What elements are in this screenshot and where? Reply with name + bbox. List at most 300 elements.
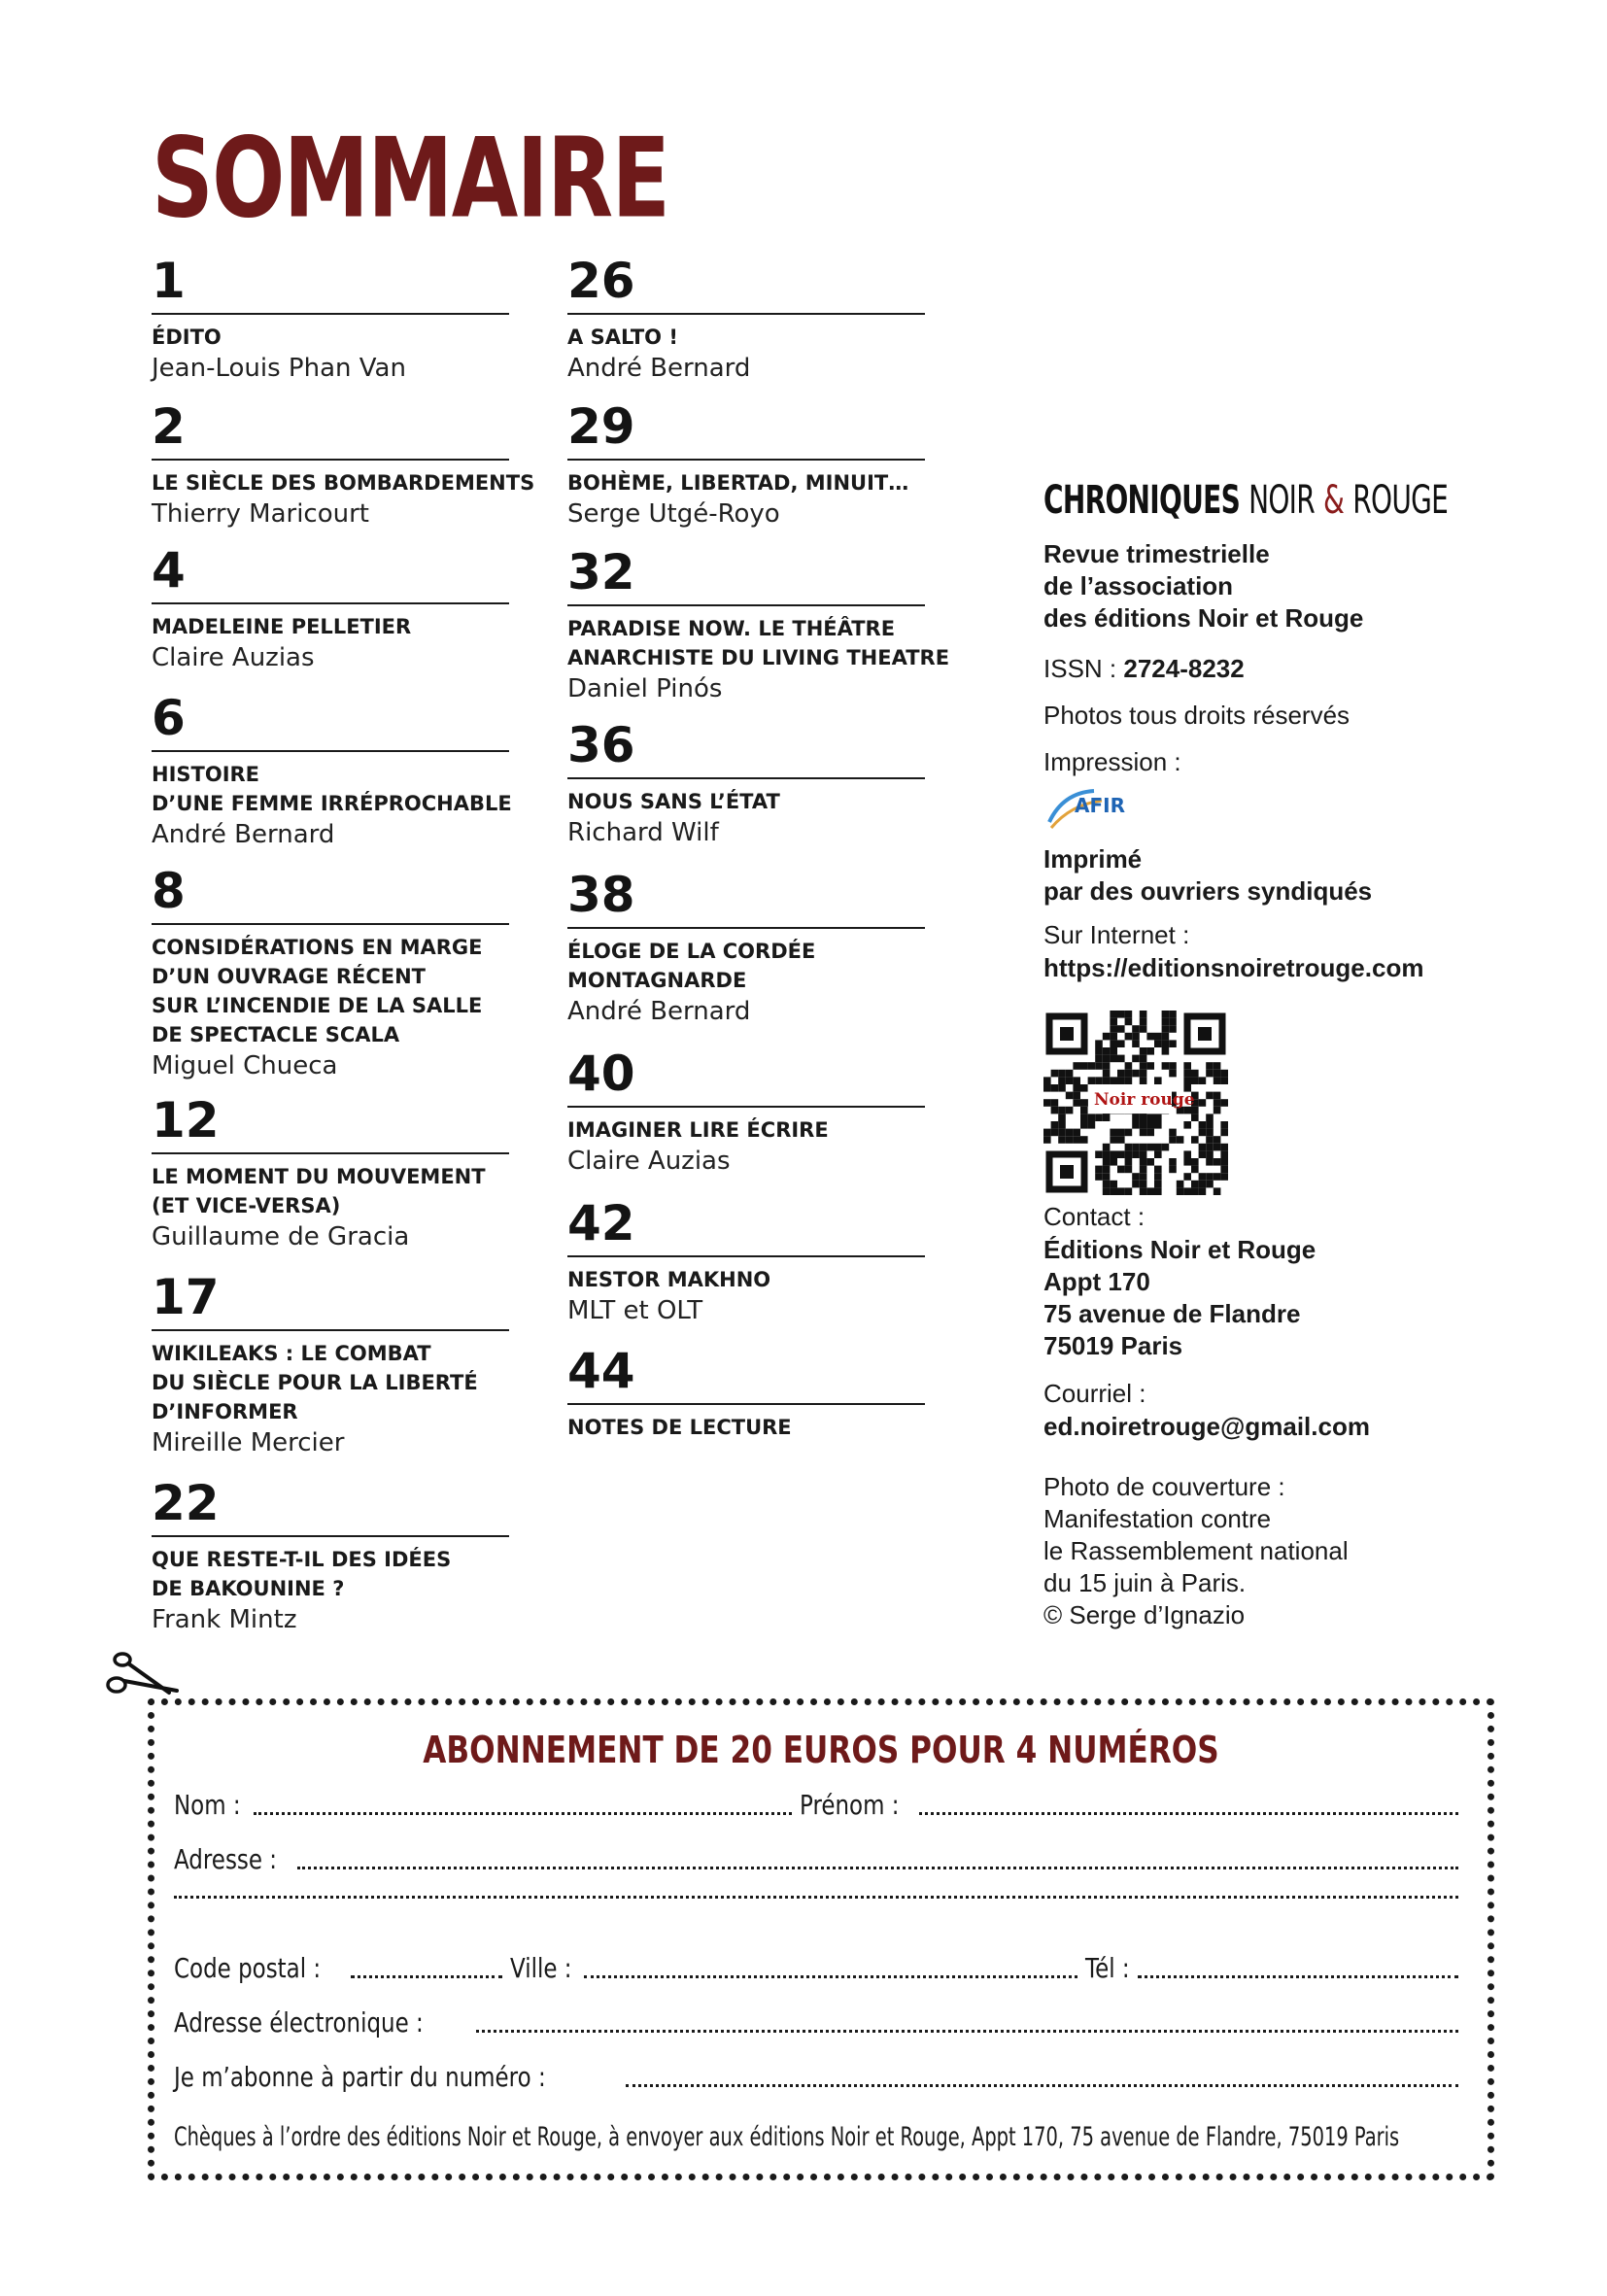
qr-module [1214, 1144, 1221, 1151]
qr-module [1214, 1107, 1221, 1114]
qr-module [1080, 1136, 1088, 1144]
qr-module [1140, 1166, 1147, 1174]
qr-module [1214, 1077, 1221, 1084]
qr-module [1220, 1121, 1228, 1129]
cover-credit-line: Photo de couverture : [1043, 1472, 1285, 1501]
qr-module [1162, 1144, 1170, 1151]
page-number: 6 [152, 690, 509, 752]
toc-entry[interactable] [567, 398, 925, 531]
qr-module [1154, 1144, 1162, 1151]
qr-module [1043, 1077, 1051, 1084]
qr-module [1206, 1092, 1214, 1100]
address-line: 75 avenue de Flandre [1043, 1299, 1301, 1328]
issn-value: 2724-8232 [1123, 654, 1245, 683]
toc-entry[interactable] [567, 1195, 925, 1327]
qr-module [1117, 1055, 1125, 1063]
qr-module [1169, 1025, 1177, 1033]
qr-module [1140, 1129, 1147, 1137]
qr-module [1066, 1077, 1074, 1084]
qr-module [1199, 1181, 1207, 1188]
qr-module [1199, 1077, 1207, 1084]
qr-module [1183, 1121, 1191, 1129]
qr-module [1206, 1136, 1214, 1144]
article-title: LE SIÈCLE DES BOMBARDEMENTS [152, 471, 535, 495]
qr-module [1191, 1114, 1199, 1121]
qr-module [1162, 1018, 1170, 1026]
ville-field[interactable] [584, 1975, 1078, 1978]
qr-module [1191, 1077, 1199, 1084]
qr-module [1073, 1077, 1080, 1084]
qr-module [1132, 1070, 1140, 1078]
brand-word-noir: NOIR [1248, 478, 1315, 523]
qr-module [1132, 1055, 1140, 1063]
cover-credit-line: le Rassemblement national [1043, 1536, 1349, 1565]
qr-module [1058, 1121, 1066, 1129]
qr-module [1146, 1062, 1154, 1070]
qr-module [1125, 1158, 1133, 1166]
qr-module [1154, 1033, 1162, 1041]
qr-module [1169, 1166, 1177, 1174]
qr-module [1214, 1070, 1221, 1078]
qr-module [1103, 1150, 1111, 1158]
toc-entry[interactable] [152, 1475, 509, 1636]
toc-entry[interactable] [567, 253, 925, 385]
toc-entry[interactable] [567, 867, 925, 1028]
afir-logo [1043, 783, 1150, 841]
qr-module [1177, 1187, 1184, 1195]
qr-module [1080, 1121, 1088, 1129]
qr-module [1132, 1025, 1140, 1033]
article-title: IMAGINER LIRE ÉCRIRE [567, 1118, 829, 1142]
page-number: 29 [567, 398, 925, 461]
qr-module [1058, 1129, 1066, 1137]
qr-module [1080, 1084, 1088, 1092]
qr-module [1154, 1187, 1162, 1195]
qr-module [1177, 1136, 1184, 1144]
qr-module [1103, 1033, 1111, 1041]
qr-module [1162, 1062, 1170, 1070]
qr-module [1140, 1158, 1147, 1166]
toc-entry[interactable] [152, 253, 509, 385]
qr-module [1110, 1129, 1117, 1137]
adresse-field[interactable] [297, 1867, 1458, 1869]
qr-module [1058, 1107, 1066, 1114]
article-author: Claire Auzias [567, 1147, 731, 1176]
qr-module [1110, 1136, 1117, 1144]
qr-module [1199, 1144, 1207, 1151]
toc-entry[interactable] [152, 1269, 509, 1459]
qr-module [1066, 1092, 1074, 1100]
qr-module [1132, 1181, 1140, 1188]
article-title: BOHÈME, LIBERTAD, MINUIT… [567, 471, 909, 495]
qr-module [1051, 1099, 1059, 1107]
qr-module [1214, 1092, 1221, 1100]
qr-module [1043, 1136, 1051, 1144]
imprime-syndique [1043, 843, 1471, 908]
brand-word-chroniques: CHRONIQUES [1043, 478, 1241, 523]
qr-module [1214, 1173, 1221, 1181]
qr-module [1095, 1062, 1103, 1070]
qr-module [1058, 1136, 1066, 1144]
nom-field[interactable] [254, 1812, 793, 1815]
qr-module [1146, 1187, 1154, 1195]
qr-module [1073, 1136, 1080, 1144]
qr-module [1146, 1121, 1154, 1129]
qr-module [1206, 1129, 1214, 1137]
qr-module [1199, 1129, 1207, 1137]
qr-module [1206, 1144, 1214, 1151]
article-title: MADELEINE PELLETIER [152, 615, 412, 638]
revue-line: Revue trimestrielle [1043, 539, 1270, 568]
cover-credit-line: du 15 juin à Paris. [1043, 1568, 1247, 1597]
article-title: NOTES DE LECTURE [567, 1416, 792, 1439]
qr-module [1125, 1166, 1133, 1174]
qr-module [1095, 1040, 1103, 1047]
article-author: Frank Mintz [152, 1605, 297, 1634]
tel-field[interactable] [1138, 1975, 1458, 1978]
qr-module [1088, 1062, 1096, 1070]
city-row [174, 1952, 1466, 1984]
toc-entry[interactable] [152, 1092, 509, 1253]
issue-row [174, 2061, 1466, 2093]
qr-module [1066, 1129, 1074, 1137]
qr-module [1140, 1187, 1147, 1195]
qr-module [1154, 1166, 1162, 1174]
qr-module [1214, 1187, 1221, 1195]
qr-module [1140, 1011, 1147, 1018]
qr-module [1110, 1047, 1117, 1055]
qr-module [1169, 1018, 1177, 1026]
qr-module [1051, 1107, 1059, 1114]
qr-module [1140, 1114, 1147, 1121]
qr-module [1132, 1114, 1140, 1121]
courriel-label: Courriel : [1043, 1379, 1146, 1408]
qr-module [1214, 1062, 1221, 1070]
qr-module [1125, 1018, 1133, 1026]
qr-module [1191, 1166, 1199, 1174]
qr-module [1140, 1018, 1147, 1026]
article-author: Mireille Mercier [152, 1428, 345, 1457]
qr-module [1073, 1084, 1080, 1092]
qr-module [1206, 1181, 1214, 1188]
article-author: Richard Wilf [567, 818, 719, 847]
qr-module [1146, 1158, 1154, 1166]
qr-module [1146, 1033, 1154, 1041]
qr-module [1110, 1077, 1117, 1084]
qr-module [1117, 1011, 1125, 1018]
qr-module [1117, 1077, 1125, 1084]
toc-entry[interactable] [567, 544, 950, 705]
qr-module [1146, 1047, 1154, 1055]
qr-module [1146, 1144, 1154, 1151]
toc-entry[interactable] [152, 398, 535, 531]
qr-module [1206, 1070, 1214, 1078]
article-author: Claire Auzias [152, 643, 315, 672]
qr-module [1103, 1166, 1111, 1174]
qr-module [1103, 1062, 1111, 1070]
qr-module [1183, 1173, 1191, 1181]
page-number: 2 [152, 398, 509, 461]
qr-module [1199, 1121, 1207, 1129]
numero-field[interactable] [626, 2084, 1458, 2087]
qr-module [1043, 1084, 1051, 1092]
qr-module [1191, 1187, 1199, 1195]
qr-code[interactable] [1043, 1011, 1228, 1195]
qr-module [1066, 1107, 1074, 1114]
qr-module [1199, 1173, 1207, 1181]
qr-module [1146, 1129, 1154, 1137]
qr-module [1206, 1173, 1214, 1181]
payment-instructions: Chèques à l’ordre des éditions Noir et Rouge, à envoyer aux éditions Noir et Rouge, Appt 170, 75 avenue de Flandre, 75019 Paris [174, 2122, 1400, 2152]
toc-entry[interactable] [152, 690, 512, 851]
qr-module [1125, 1077, 1133, 1084]
qr-module [1132, 1144, 1140, 1151]
qr-module [1088, 1114, 1096, 1121]
qr-module [1199, 1150, 1207, 1158]
qr-module [1154, 1040, 1162, 1047]
qr-module [1051, 1121, 1059, 1129]
qr-module [1220, 1158, 1228, 1166]
qr-module [1191, 1181, 1199, 1188]
article-title: A SALTO ! [567, 326, 678, 349]
qr-module [1103, 1047, 1111, 1055]
qr-module [1080, 1107, 1088, 1114]
scissors-icon [105, 1642, 181, 1702]
qr-module [1066, 1070, 1074, 1078]
svg-text:Noir rouge: Noir rouge [1094, 1090, 1195, 1110]
qr-module [1191, 1070, 1199, 1078]
photos-rights: Photos tous droits réservés [1043, 701, 1351, 730]
qr-module [1140, 1047, 1147, 1055]
cover-credit-line: © Serge d’Ignazio [1043, 1600, 1246, 1629]
address-line: Appt 170 [1043, 1267, 1150, 1296]
qr-module [1183, 1150, 1191, 1158]
revue-description [1043, 538, 1471, 634]
article-title: HISTOIRE D’UNE FEMME IRRÉPROCHABLE [152, 763, 512, 815]
qr-module [1066, 1136, 1074, 1144]
qr-module [1103, 1070, 1111, 1078]
page-number: 42 [567, 1195, 925, 1257]
coupon-title: ABONNEMENT DE 20 EUROS POUR 4 NUMÉROS [423, 1729, 1219, 1771]
toc-entry[interactable] [152, 863, 509, 1082]
qr-module [1140, 1025, 1147, 1033]
qr-module [1146, 1114, 1154, 1121]
page-title: SOMMAIRE [152, 115, 669, 243]
qr-module [1110, 1011, 1117, 1018]
qr-module [1058, 1070, 1066, 1078]
qr-module [1103, 1055, 1111, 1063]
toc-entry[interactable] [567, 1045, 925, 1178]
qr-module [1169, 1129, 1177, 1137]
qr-module [1073, 1129, 1080, 1137]
qr-module [1140, 1144, 1147, 1151]
qr-module [1206, 1114, 1214, 1121]
address-line: 75019 Paris [1043, 1331, 1183, 1360]
qr-module [1058, 1084, 1066, 1092]
qr-module [1140, 1173, 1147, 1181]
imprime-line: Imprimé [1043, 844, 1143, 874]
qr-module [1095, 1114, 1103, 1121]
article-title: QUE RESTE-T-IL DES IDÉES DE BAKOUNINE ? [152, 1548, 452, 1600]
qr-module [1117, 1187, 1125, 1195]
publication-logo-title [1043, 478, 1448, 523]
qr-module [1162, 1011, 1170, 1018]
address-row-2 [174, 1896, 1466, 1904]
qr-module [1140, 1055, 1147, 1063]
qr-module [1125, 1129, 1133, 1137]
page-number: 17 [152, 1269, 509, 1331]
qr-module [1095, 1077, 1103, 1084]
qr-module [1177, 1181, 1184, 1188]
qr-module [1191, 1158, 1199, 1166]
qr-module [1183, 1158, 1191, 1166]
qr-module [1080, 1099, 1088, 1107]
contact-label: Contact : [1043, 1202, 1145, 1231]
article-title: PARADISE NOW. LE THÉÂTRE ANARCHISTE DU LIVING THEATRE [567, 617, 950, 669]
article-title: ÉDITO [152, 326, 222, 349]
toc-entry[interactable] [567, 1343, 925, 1442]
qr-module [1125, 1062, 1133, 1070]
article-author: André Bernard [567, 997, 751, 1026]
qr-module [1117, 1040, 1125, 1047]
qr-module [1220, 1099, 1228, 1107]
article-title: WIKILEAKS : LE COMBAT DU SIÈCLE POUR LA LIBERTÉ D’INFORMER [152, 1342, 478, 1423]
qr-module [1169, 1062, 1177, 1070]
qr-module [1103, 1187, 1111, 1195]
svg-text:AFIR: AFIR [1075, 794, 1125, 817]
qr-module [1125, 1187, 1133, 1195]
qr-module [1154, 1121, 1162, 1129]
code-postal-field[interactable] [351, 1975, 502, 1978]
qr-module [1095, 1047, 1103, 1055]
qr-module [1162, 1040, 1170, 1047]
page-number: 40 [567, 1045, 925, 1108]
qr-module [1110, 1181, 1117, 1188]
qr-module [1214, 1158, 1221, 1166]
qr-module [1140, 1121, 1147, 1129]
qr-module [1154, 1150, 1162, 1158]
article-author: MLT et OLT [567, 1296, 703, 1325]
address-line: Éditions Noir et Rouge [1043, 1235, 1316, 1264]
qr-module [1214, 1099, 1221, 1107]
qr-module [1051, 1129, 1059, 1137]
qr-module [1206, 1158, 1214, 1166]
name-row [174, 1789, 1466, 1821]
qr-module [1154, 1181, 1162, 1188]
qr-module [1103, 1158, 1111, 1166]
qr-module [1199, 1187, 1207, 1195]
page-number: 22 [152, 1475, 509, 1537]
qr-module [1132, 1173, 1140, 1181]
qr-module [1110, 1150, 1117, 1158]
qr-module [1132, 1040, 1140, 1047]
cover-credit [1043, 1471, 1471, 1631]
qr-module [1154, 1173, 1162, 1181]
article-author: Jean-Louis Phan Van [152, 354, 406, 383]
qr-module [1220, 1070, 1228, 1078]
qr-module [1191, 1136, 1199, 1144]
qr-module [1125, 1144, 1133, 1151]
article-author: Guillaume de Gracia [152, 1222, 410, 1251]
email-label: Adresse électronique : [174, 2006, 424, 2039]
qr-module [1140, 1150, 1147, 1158]
qr-module [1073, 1062, 1080, 1070]
article-author: André Bernard [152, 820, 335, 849]
issn [1043, 653, 1471, 685]
email-field[interactable] [476, 2030, 1458, 2033]
email-link[interactable]: ed.noiretrouge@gmail.com [1043, 1412, 1370, 1441]
page-number: 44 [567, 1343, 925, 1405]
article-title: ÉLOGE DE LA CORDÉE MONTAGNARDE [567, 940, 816, 992]
qr-module [1220, 1077, 1228, 1084]
page-number: 32 [567, 544, 925, 606]
qr-module [1220, 1150, 1228, 1158]
qr-module [1117, 1070, 1125, 1078]
toc-entry[interactable] [567, 717, 925, 849]
article-title: CONSIDÉRATIONS EN MARGE D’UN OUVRAGE RÉCENT SUR L’INCENDIE DE LA SALLE DE SPECTACLE SCALA [152, 936, 483, 1046]
qr-module [1199, 1099, 1207, 1107]
qr-module [1117, 1136, 1125, 1144]
page-number: 38 [567, 867, 925, 929]
qr-module [1162, 1025, 1170, 1033]
qr-module [1088, 1121, 1096, 1129]
page-number: 1 [152, 253, 509, 315]
qr-module [1110, 1033, 1117, 1041]
qr-code-graphic [1043, 1011, 1228, 1195]
qr-module [1103, 1144, 1111, 1151]
qr-module [1117, 1150, 1125, 1158]
adresse-label: Adresse : [174, 1843, 278, 1875]
qr-module [1110, 1018, 1117, 1026]
qr-module [1058, 1114, 1066, 1121]
qr-module [1183, 1077, 1191, 1084]
qr-module [1110, 1187, 1117, 1195]
ville-label: Ville : [510, 1952, 572, 1984]
qr-module [1058, 1077, 1066, 1084]
qr-module [1103, 1173, 1111, 1181]
article-author: André Bernard [567, 354, 751, 383]
numero-label: Je m’abonne à partir du numéro : [174, 2061, 546, 2093]
qr-module [1206, 1062, 1214, 1070]
qr-module [1095, 1150, 1103, 1158]
qr-module [1125, 1070, 1133, 1078]
brand-ampersand: & [1323, 478, 1345, 523]
qr-module [1132, 1033, 1140, 1041]
qr-module [1103, 1181, 1111, 1188]
qr-module [1110, 1158, 1117, 1166]
qr-module [1110, 1055, 1117, 1063]
article-title: NESTOR MAKHNO [567, 1268, 771, 1291]
qr-module [1183, 1062, 1191, 1070]
qr-module [1169, 1136, 1177, 1144]
adresse-field-line2[interactable] [174, 1896, 1458, 1899]
qr-module [1125, 1150, 1133, 1158]
article-author: Serge Utgé-Royo [567, 499, 780, 529]
qr-module [1110, 1040, 1117, 1047]
page-number: 36 [567, 717, 925, 779]
qr-module [1183, 1070, 1191, 1078]
toc-entry[interactable] [152, 542, 509, 674]
qr-module [1103, 1077, 1111, 1084]
qr-module [1154, 1077, 1162, 1084]
website-link[interactable]: https://editionsnoiretrouge.com [1043, 953, 1424, 982]
address-row [174, 1843, 1466, 1875]
qr-module [1117, 1025, 1125, 1033]
qr-module [1080, 1062, 1088, 1070]
qr-module [1117, 1129, 1125, 1137]
prenom-field[interactable] [919, 1812, 1458, 1815]
qr-module [1095, 1166, 1103, 1174]
